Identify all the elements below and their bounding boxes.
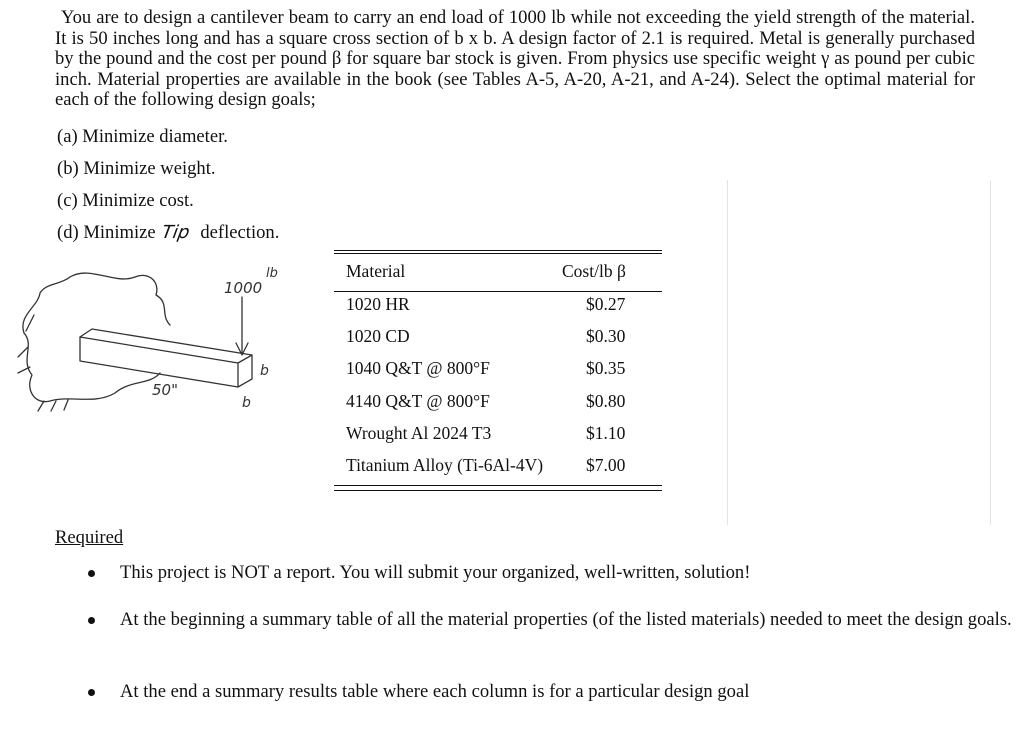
table-row: [346, 423, 646, 444]
goal-b: (b) Minimize weight.: [57, 158, 216, 179]
cantilever-beam-sketch: [10, 255, 310, 425]
side-label-right: b: [260, 363, 269, 379]
table-bottom-rule-2: [334, 490, 662, 491]
goal-d-suffix: deflection.: [200, 222, 280, 243]
bullet-dot: [88, 570, 95, 577]
goal-d: [57, 222, 279, 244]
row-material: 1040 Q&T @ 800°F: [346, 358, 490, 378]
row-material: Titanium Alloy (Ti-6Al-4V): [346, 455, 544, 475]
problem-statement: [55, 8, 975, 111]
beam-front-face: [80, 337, 238, 387]
goal-c: (c) Minimize cost.: [57, 190, 194, 211]
goal-d-handwritten: Tip: [160, 222, 192, 243]
beam-end-face: [238, 355, 252, 387]
bullet-dot: [88, 617, 95, 624]
row-cost: $7.00: [586, 455, 626, 475]
row-cost: $0.30: [586, 326, 626, 346]
wall-hatch: [18, 315, 68, 411]
problem-text: You are to design a cantilever beam to carry an end load of 1000 lb while not exceeding the yield strength of the material. It is 50 inches long and has a square cross section of b x b. A design factor of 2.1 is required. Metal is generally purchased by the pound and the cost per pound β for square bar stock is given. From physics use specific weight γ as pound per cubic inch. Material properties are available in the book (see Tables A-5, A-20, A-21, and A-24). Select the optimal material for each of the following design goals;: [55, 7, 975, 110]
table-bottom-rule: [334, 485, 662, 486]
load-arrow: [236, 297, 248, 355]
side-label-bottom: b: [242, 395, 251, 411]
goal-d-label: (d) Minimize: [57, 222, 156, 243]
row-cost: $0.27: [586, 294, 626, 314]
table-top-rule: [334, 250, 662, 251]
load-unit: lb: [266, 266, 278, 281]
bullet-text: At the beginning a summary table of all the material properties (of the listed materials) needed to meet the design goals.: [120, 609, 1012, 630]
table-header-rule: [334, 291, 662, 292]
bullet-dot: [88, 689, 95, 696]
table-header: [346, 261, 646, 282]
row-material: 1020 CD: [346, 326, 410, 346]
row-cost: $0.35: [586, 358, 626, 378]
load-label: 1000: [224, 279, 263, 297]
beam-top-face: [80, 329, 252, 363]
header-cost: Cost/lb β: [562, 261, 626, 281]
scan-edge-line: [727, 180, 728, 525]
table-row: [346, 326, 646, 347]
bullet-text: At the end a summary results table where each column is for a particular design goal: [120, 681, 750, 702]
row-material: 1020 HR: [346, 294, 410, 314]
required-heading: Required: [55, 527, 124, 548]
row-material: 4140 Q&T @ 800°F: [346, 391, 490, 411]
table-row: [346, 455, 646, 476]
row-material: Wrought Al 2024 T3: [346, 423, 492, 443]
row-cost: $0.80: [586, 391, 626, 411]
length-label: 50": [152, 381, 178, 399]
goal-a: (a) Minimize diameter.: [57, 126, 228, 147]
table-top-rule-2: [334, 253, 662, 254]
table-row: [346, 358, 646, 379]
bullet-text: This project is NOT a report. You will submit your organized, well-written, solution!: [120, 562, 751, 583]
wall-outline: [23, 273, 170, 402]
table-row: [346, 294, 646, 315]
header-material: Material: [346, 261, 406, 281]
scan-edge-line: [990, 180, 991, 525]
table-row: [346, 391, 646, 412]
row-cost: $1.10: [586, 423, 626, 443]
